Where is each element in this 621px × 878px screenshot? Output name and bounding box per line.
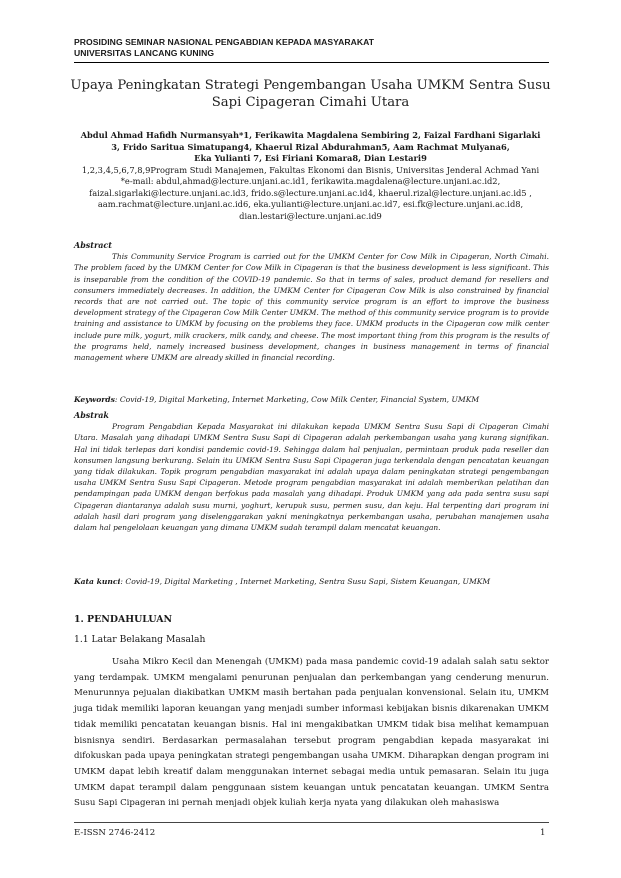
body-text <box>74 655 549 812</box>
email-line-1: *e-mail: abdul,ahmad@lecture.unjani.ac.id1, ferikawita.magdalena@lecture.unjani.ac.id2, <box>120 176 501 186</box>
kata-kunci-label: Kata kunci <box>74 577 121 586</box>
affiliation: 1,2,3,4,5,6,7,8,9Program Studi Manajemen, Fakultas Ekonomi dan Bisnis, Universitas Jenderal Achmad Yani <box>81 164 540 175</box>
author-block <box>70 130 551 222</box>
author-names-line-1: Abdul Ahmad Hafidh Nurmansyah*1, Ferikawita Magdalena Sembiring 2, Faizal Fardhani Sigarlaki <box>80 130 541 140</box>
kata-kunci-line <box>74 576 549 587</box>
email-line-3: aam.rachmat@lecture.unjani.ac.id6, eka.yulianti@lecture.unjani.ac.id7, esi.fk@lecture.unjani.ac.id8, <box>97 199 524 209</box>
abstract-section <box>74 240 549 363</box>
email-line-2: faizal.sigarlaki@lecture.unjani.ac.id3, frido.s@lecture.unjani.ac.id4, khaerul.rizal@lecture.unjani.ac.id5 , <box>89 187 532 198</box>
keywords-list: : Covid-19, Digital Marketing, Internet Marketing, Cow Milk Center, Financial System, UMKM <box>114 395 480 404</box>
kata-kunci-list: : Covid-19, Digital Marketing , Internet Marketing, Sentra Susu Sapi, Sistem Keuangan, UMKM <box>120 577 491 586</box>
abstrak-heading: Abstrak <box>74 410 109 420</box>
keywords-label: Keywords <box>74 395 115 404</box>
abstrak-text: Program Pengabdian Kepada Masyarakat ini dilakukan kepada UMKM Sentra Susu Sapi di Cipageran Cimahi Utara. Masalah yang dihadapi UMKM Sentra Susu Sapi di Cipageran adalah perkembangan usaha yang kurang signifikan. Hal ini tidak terlepas dari kondisi pandemic covid-19. Sehingga dalam hal penjualan, permintaan produk pada reseller dan konsumen langsung berkurang. Selain itu UMKM Sentra Susu Sapi Cipageran juga terkendala dengan pencatatan keuangan yang tidak dilakukan. Topik program pengabdian masyarakat ini adalah upaya dalam peningkatan strategi pengembangan usaha UMKM Sentra Susu Sapi Cipageran. Metode program pengabdian masyarakat ini adalah memberikan pelatihan dan pendampingan pada UMKM dengan berfokus pada masalah yang dihadapi. Produk UMKM yang ada pada sentra susu sapi Cipageran diantaranya adalah susu murni, yoghurt, kerupuk susu, permen susu, dan keju. Hal terpenting dari program ini adalah hasil dari program yang diselenggarakan yakni meningkatnya perkembangan usaha, perubahan manajemen usaha dalam hal pengelolaan keuangan yang dimana UMKM sudah terampil dalam mencatat keuangan. <box>74 422 549 533</box>
abstract-heading: Abstract <box>74 240 112 250</box>
footer-issn: E-ISSN 2746-2412 <box>74 828 156 838</box>
author-names-line-2: 3, Frido Saritua Simatupang4, Khaerul Rizal Abdurahman5, Aam Rachmat Mulyana6, <box>111 141 510 152</box>
proceedings-title: PROSIDING SEMINAR NASIONAL PENGABDIAN KEPADA MASYARAKAT <box>74 37 375 47</box>
email-line-4: dian.lestari@lecture.unjani.ac.id9 <box>239 210 382 221</box>
abstract-text: This Community Service Program is carried out for the UMKM Center for Cow Milk in Cipageran, North Cimahi. The problem faced by the UMKM Center for Cow Milk in Cipageran is that the business development is less significant. This is inseparable from the condition of the COVID-19 pandemic. So that in terms of sales, product demand for resellers and consumers immediately decreases. In addition, the UMKM Center for Cipageran Cow Milk is also constrained by financial records that are not carried out. The topic of this community service program is an effort to improve the business development strategy of the Cipageran Cow Milk Center UMKM. The method of this community service program is to provide training and assistance to UMKM by focusing on the problems they face. UMKM products in the Cipageran cow milk center include pure milk, yogurt, milk crackers, milk candy, and cheese. The most important thing from this program is the results of the programs held, namely increased business development, changes in business management in terms of financial management where UMKM are already skilled in financial recording. <box>74 252 549 363</box>
author-names-line-3: Eka Yulianti 7, Esi Firiani Komara8, Dian Lestari9 <box>194 153 427 163</box>
paper-title: Upaya Peningkatan Strategi Pengembangan Usaha UMKM Sentra Susu Sapi Cipageran Cimahi Utara <box>70 78 551 110</box>
university-name: UNIVERSITAS LANCANG KUNING <box>74 48 215 58</box>
keywords-line <box>74 394 549 405</box>
section-heading: 1. PENDAHULUAN <box>74 614 173 625</box>
footer-divider <box>74 822 549 823</box>
header-divider <box>74 62 549 63</box>
subsection-heading: 1.1 Latar Belakang Masalah <box>74 634 206 645</box>
proceedings-header <box>74 37 374 59</box>
abstrak-section <box>74 410 549 533</box>
page-number: 1 <box>540 828 546 838</box>
body-paragraph: Usaha Mikro Kecil dan Menengah (UMKM) pada masa pandemic covid-19 adalah salah satu sektor yang terdampak. UMKM mengalami penurunan penjualan dan perkembangan yang cenderung menurun. Menurunnya pejualan diakibatkan UMKM masih bertahan pada penjualan konvensional. Selain itu, UMKM juga tidak memiliki laporan keuangan yang menjadi sumber informasi kebijakan bisnis dikarenakan UMKM tidak memiliki pencatatan keuangan bisnis. Hal ini mengakibatkan UMKM tidak bisa melihat kemampuan bisnisnya sendiri. Berdasarkan permasalahan tersebut program pengabdian kepada masyarakat ini difokuskan pada upaya peningkatan strategi pengembangan usaha UMKM. Diharapkan dengan program ini UMKM dapat lebih kreatif dalam menggunakan internet sebagai media untuk pemasaran. Selain itu juga UMKM dapat terampil dalam penggunaan sistem keuangan untuk pencatatan keuangan. UMKM Sentra Susu Sapi Cipageran ini pernah menjadi objek kuliah kerja nyata yang dilakukan oleh mahasiswa <box>74 657 549 809</box>
